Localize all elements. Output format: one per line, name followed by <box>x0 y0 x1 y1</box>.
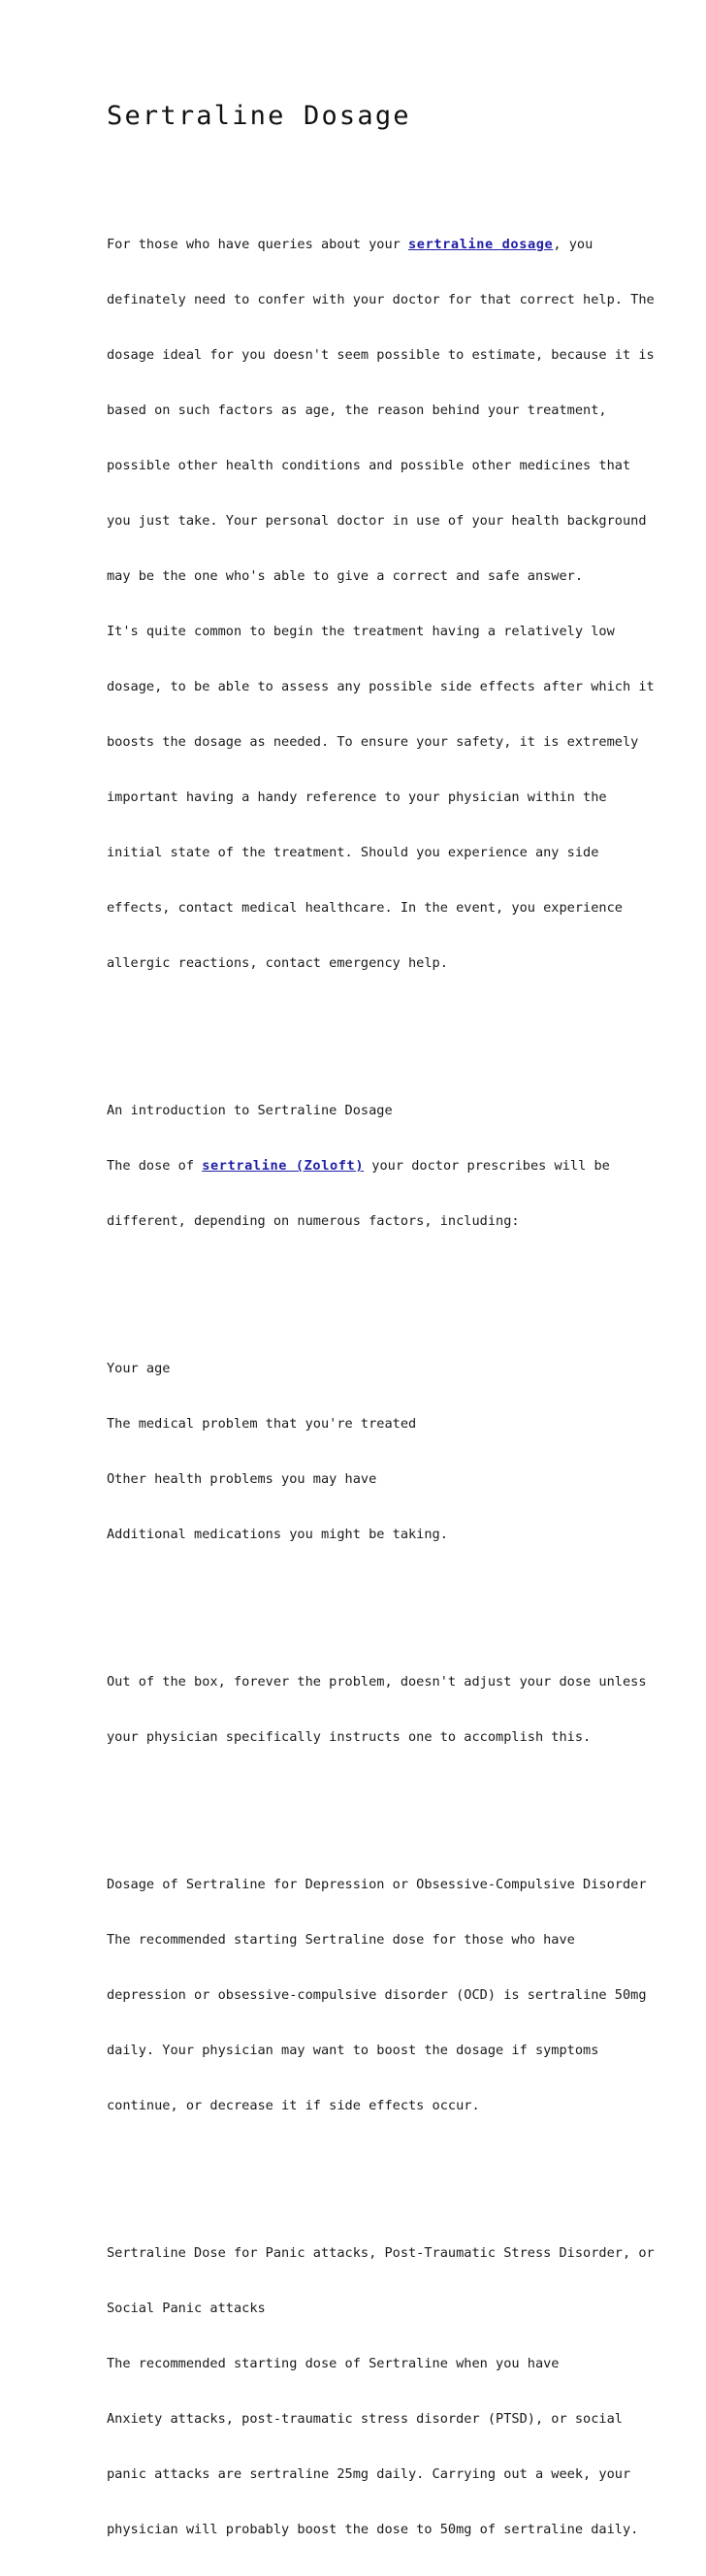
list-item: The medical problem that you're treated <box>107 1416 417 1432</box>
text-line: continue, or decrease it if side effects occur. <box>107 2098 480 2113</box>
sertraline-zoloft-link[interactable]: sertraline (Zoloft) <box>202 1158 365 1174</box>
text-line: initial state of the treatment. Should you experience any side <box>107 845 599 860</box>
text-line: depression or obsessive-compulsive disorder (OCD) is sertraline 50mg <box>107 1987 647 2003</box>
text-line: daily. Your physician may want to boost the dosage if symptoms <box>107 2043 599 2058</box>
text-line: your physician specifically instructs one to accomplish this. <box>107 1729 592 1745</box>
blank-line <box>107 1268 611 1286</box>
text-line: The dose of sertraline (Zoloft) your doctor prescribes will be <box>107 1158 610 1174</box>
blank-line <box>107 1784 611 1802</box>
section-heading: Sertraline Dose for Panic attacks, Post-Traumatic Stress Disorder, or <box>107 2245 655 2261</box>
document-body <box>107 180 655 2576</box>
text-line: For those who have queries about your sertraline dosage, you <box>107 237 594 252</box>
section-heading: An introduction to Sertraline Dosage <box>107 1103 393 1118</box>
text-line: allergic reactions, contact emergency help. <box>107 955 448 971</box>
text-line: Out of the box, forever the problem, doesn't adjust your dose unless <box>107 1674 647 1690</box>
list-item: Other health problems you may have <box>107 1471 377 1487</box>
list-item: Your age <box>107 1361 171 1376</box>
text-line: physician will probably boost the dose to 50mg of sertraline daily. <box>107 2522 639 2537</box>
list-item: Additional medications you might be taking. <box>107 1527 448 1542</box>
blank-line <box>107 2152 611 2171</box>
sertraline-dosage-link[interactable]: sertraline dosage <box>408 237 554 252</box>
text-line: It's quite common to begin the treatment having a relatively low <box>107 624 615 639</box>
text-line: definately need to confer with your doctor for that correct help. The <box>107 292 655 307</box>
text-line: The recommended starting Sertraline dose for those who have <box>107 1932 575 1948</box>
blank-line <box>107 1010 611 1028</box>
text-line: you just take. Your personal doctor in use of your health background <box>107 513 647 529</box>
text-line: Anxiety attacks, post-traumatic stress disorder (PTSD), or social <box>107 2411 623 2427</box>
text-line: important having a handy reference to your physician within the <box>107 789 607 805</box>
text-line: panic attacks are sertraline 25mg daily. Carrying out a week, your <box>107 2466 631 2482</box>
page-title: Sertraline Dosage <box>107 101 411 131</box>
text-line: boosts the dosage as needed. To ensure your safety, it is extremely <box>107 734 639 750</box>
text-line: different, depending on numerous factors, including: <box>107 1213 520 1229</box>
section-heading: Dosage of Sertraline for Depression or Obsessive-Compulsive Disorder <box>107 1877 647 1892</box>
text-line: effects, contact medical healthcare. In the event, you experience <box>107 900 623 916</box>
section-heading: Social Panic attacks <box>107 2301 266 2316</box>
text-line: possible other health conditions and possible other medicines that <box>107 458 631 473</box>
blank-line <box>107 1581 611 1599</box>
text-line: dosage ideal for you doesn't seem possible to estimate, because it is <box>107 347 655 363</box>
text-line: The recommended starting dose of Sertraline when you have <box>107 2356 560 2371</box>
text-line: based on such factors as age, the reason behind your treatment, <box>107 402 607 418</box>
text-line: dosage, to be able to assess any possible side effects after which it <box>107 679 655 694</box>
text-line: may be the one who's able to give a correct and safe answer. <box>107 568 584 584</box>
